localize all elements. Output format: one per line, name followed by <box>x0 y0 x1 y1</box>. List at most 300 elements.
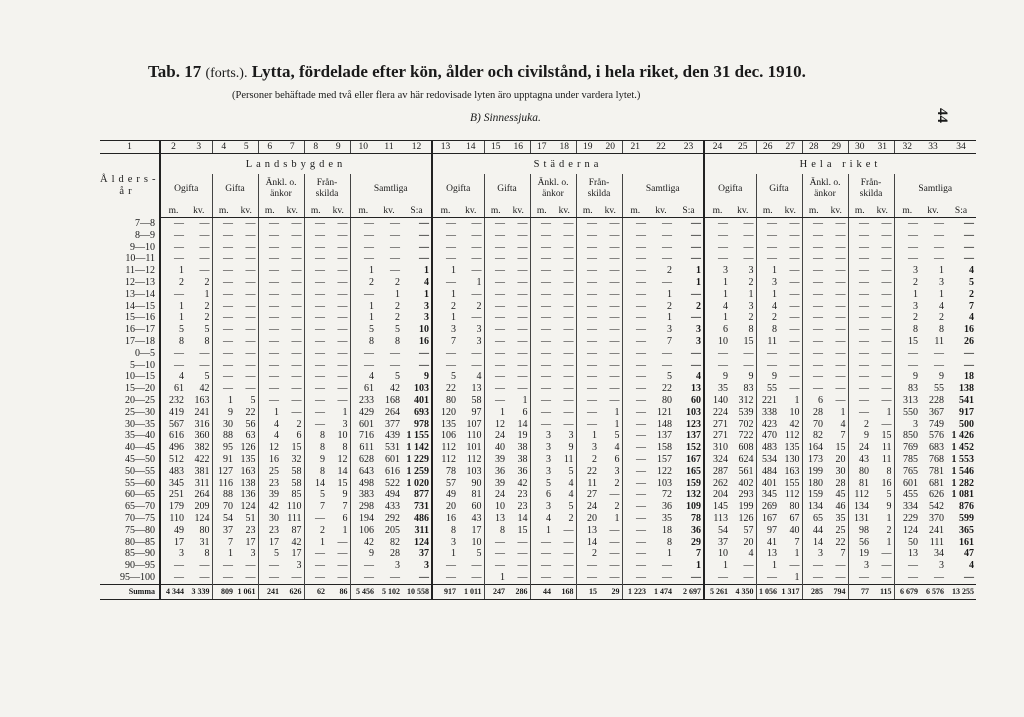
table-cell: 8 <box>395 335 400 347</box>
table-cell: 345 <box>160 478 186 490</box>
table-cell: 2 <box>395 312 400 324</box>
table-cell: — <box>517 300 528 312</box>
table-cell: 39 <box>484 454 507 466</box>
age-group: 70—75 <box>125 512 155 524</box>
table-cell: 8 <box>350 336 376 348</box>
table-cell: 262 <box>704 478 730 490</box>
table-cell: 20 <box>743 536 754 548</box>
table-cell: 1 <box>160 301 186 313</box>
table-cell: — <box>530 289 553 301</box>
table-cell: 608 <box>738 442 754 454</box>
table-cell: — <box>484 371 507 383</box>
table-cell: 5 <box>568 501 574 513</box>
table-cell: 20 <box>835 453 846 465</box>
table-cell: — <box>390 359 400 371</box>
table-cell: 14 <box>337 465 348 477</box>
table-cell: — <box>432 230 458 242</box>
table-number: Tab. 17 <box>148 62 202 81</box>
table-cell: — <box>881 418 892 430</box>
table-cell: — <box>484 230 507 242</box>
table-cell: — <box>609 359 620 371</box>
table-cell: 111 <box>929 536 944 548</box>
table-row <box>100 466 976 478</box>
table-cell: 2 <box>204 300 210 312</box>
total-cell: 4 344 <box>160 584 186 599</box>
table-cell: — <box>964 359 974 371</box>
table-cell: 876 <box>959 501 974 513</box>
table-cell: — <box>212 218 235 230</box>
table-cell: 1 <box>350 312 376 324</box>
table-cell: 9 <box>748 371 754 383</box>
table-cell: — <box>563 548 574 560</box>
sex-label: m. <box>160 204 186 218</box>
table-cell: — <box>789 347 800 359</box>
table-cell: 18 <box>964 371 974 383</box>
column-number: 24 <box>704 141 730 154</box>
table-cell: 3 <box>704 265 730 277</box>
table-cell: — <box>848 395 871 407</box>
table-cell: — <box>291 276 302 288</box>
table-cell: — <box>609 536 620 548</box>
total-cell: 86 <box>327 584 350 599</box>
table-cell: 43 <box>471 512 482 524</box>
table-cell: — <box>350 218 376 230</box>
sex-label: m. <box>530 204 553 218</box>
column-number: 27 <box>779 141 802 154</box>
table-cell: 23 <box>517 501 528 513</box>
table-cell: 1 <box>794 571 800 583</box>
age-group: 11—12 <box>125 265 155 277</box>
table-cell: 2 <box>939 312 944 324</box>
table-cell: — <box>484 336 507 348</box>
table-cell: — <box>622 501 648 513</box>
table-cell: — <box>291 241 302 253</box>
table-row <box>100 395 976 407</box>
table-cell: — <box>530 548 553 560</box>
sex-label: kv. <box>779 204 802 218</box>
age-group: 13—14 <box>125 288 155 300</box>
table-cell: 88 <box>212 430 235 442</box>
table-cell: — <box>291 347 302 359</box>
table-cell: 1 <box>886 512 892 524</box>
table-cell: 401 <box>414 394 429 406</box>
table-cell: — <box>802 560 825 572</box>
table-cell: — <box>530 253 553 265</box>
table-cell: — <box>337 241 348 253</box>
table-cell: — <box>199 229 210 241</box>
table-cell: — <box>530 371 553 383</box>
total-cell: 1 061 <box>235 584 258 599</box>
table-cell: — <box>756 360 779 372</box>
table-cell: — <box>848 289 871 301</box>
table-cell: 35 <box>662 512 672 524</box>
sex-label: kv. <box>186 204 212 218</box>
table-cell: — <box>576 395 599 407</box>
table-cell: — <box>662 241 672 253</box>
table-cell: 47 <box>964 548 974 560</box>
table-cell: — <box>622 525 648 537</box>
table-cell: 16 <box>432 513 458 525</box>
table-cell: 30 <box>835 465 846 477</box>
table-cell: — <box>530 324 553 336</box>
table-cell: 5 <box>476 548 482 560</box>
table-cell: — <box>199 359 210 371</box>
table-cell: 241 <box>194 406 210 418</box>
table-cell: 484 <box>756 466 779 478</box>
table-cell: 233 <box>350 395 376 407</box>
table-cell: — <box>609 276 620 288</box>
table-cell: — <box>622 395 648 407</box>
table-cell: 124 <box>894 525 920 537</box>
civil-status-header: Änkl. o. änkor <box>258 174 304 204</box>
table-cell: 2 <box>576 548 599 560</box>
table-cell: 194 <box>350 513 376 525</box>
table-cell: — <box>258 572 281 584</box>
table-cell: — <box>881 229 892 241</box>
total-cell: 10 558 <box>402 584 432 599</box>
table-cell: — <box>802 265 825 277</box>
table-cell: 3 <box>432 324 458 336</box>
table-cell: — <box>835 571 846 583</box>
table-cell: — <box>704 230 730 242</box>
table-cell: 6 <box>530 489 553 501</box>
table-cell: 70 <box>802 419 825 431</box>
table-cell: 422 <box>194 453 210 465</box>
table-cell: 1 <box>704 289 730 301</box>
table-cell: 17 <box>160 537 186 549</box>
table-cell: 37 <box>704 537 730 549</box>
table-cell: 269 <box>756 501 779 513</box>
table-cell: 137 <box>657 430 672 442</box>
table-cell: 3 <box>476 335 482 347</box>
table-cell: — <box>576 407 599 419</box>
table-cell: — <box>432 348 458 360</box>
table-cell: — <box>662 253 672 265</box>
column-number: 8 <box>304 141 327 154</box>
table-cell: — <box>304 218 327 230</box>
table-cell: 42 <box>350 537 376 549</box>
age-group: 60—65 <box>125 489 155 501</box>
table-cell: 1 <box>886 406 892 418</box>
table-cell: 8 <box>342 442 348 454</box>
table-cell: 15 <box>881 430 892 442</box>
sex-label: kv. <box>648 204 674 218</box>
table-cell: — <box>212 301 235 313</box>
table-cell: — <box>245 300 256 312</box>
table-cell: — <box>881 324 892 336</box>
table-row <box>100 324 976 336</box>
table-cell: 8 <box>756 324 779 336</box>
table-row <box>100 442 976 454</box>
table-cell: — <box>881 359 892 371</box>
sex-label: kv. <box>825 204 848 218</box>
table-cell: 785 <box>894 454 920 466</box>
table-cell: 22 <box>662 383 672 395</box>
table-cell: — <box>704 218 730 230</box>
table-cell: — <box>622 454 648 466</box>
table-cell: — <box>576 253 599 265</box>
table-cell: 18 <box>662 524 672 536</box>
table-cell: 3 <box>160 548 186 560</box>
table-cell: 4 <box>756 301 779 313</box>
table-cell: — <box>609 335 620 347</box>
table-cell: 135 <box>784 442 800 454</box>
civil-status-header: Gifta <box>484 174 530 204</box>
table-cell: — <box>419 229 429 241</box>
table-cell: 781 <box>929 465 944 477</box>
table-cell: 30 <box>258 513 281 525</box>
table-cell: 1 <box>667 288 672 300</box>
table-cell: 9 <box>424 371 429 383</box>
table-cell: — <box>881 265 892 277</box>
table-cell: — <box>258 277 281 289</box>
table-cell: 224 <box>704 407 730 419</box>
table-cell: — <box>756 348 779 360</box>
table-cell: 1 142 <box>406 442 429 454</box>
table-cell: 681 <box>929 477 944 489</box>
table-cell: — <box>484 218 507 230</box>
sex-label: S:a <box>674 204 704 218</box>
table-cell: — <box>212 572 235 584</box>
table-cell: 87 <box>291 524 302 536</box>
table-cell: — <box>704 360 730 372</box>
group-header: Hela riket <box>704 154 976 175</box>
table-cell: 1 <box>350 265 376 277</box>
table-cell: 13 <box>691 383 701 395</box>
table-cell: 37 <box>212 525 235 537</box>
table-cell: 10 <box>484 501 507 513</box>
table-cell: — <box>609 489 620 501</box>
table-cell: 112 <box>432 442 458 454</box>
table-cell: — <box>964 241 974 253</box>
table-cell: 1 <box>432 548 458 560</box>
table-cell: 4 <box>969 560 974 572</box>
table-cell: 67 <box>789 512 800 524</box>
table-cell: 1 <box>704 560 730 572</box>
table-cell: — <box>291 406 302 418</box>
table-cell: 2 <box>476 300 482 312</box>
age-group: 12—13 <box>125 276 155 288</box>
table-row <box>100 525 976 537</box>
table-cell: 4 <box>530 513 553 525</box>
table-cell: — <box>894 218 920 230</box>
table-cell: 3 <box>476 324 482 336</box>
table-cell: 24 <box>848 442 871 454</box>
table-cell: 28 <box>835 477 846 489</box>
table-cell: 702 <box>738 418 754 430</box>
table-cell: 199 <box>802 466 825 478</box>
table-cell: 9 <box>756 371 779 383</box>
table-cell: — <box>622 430 648 442</box>
age-group: 95—100 <box>120 571 155 583</box>
table-cell: 136 <box>240 489 256 501</box>
civil-status-header: Ogifta <box>432 174 484 204</box>
table-cell: 1 <box>212 548 235 560</box>
civil-status-header: Från- skilda <box>576 174 622 204</box>
civil-status-header: Ogifta <box>704 174 756 204</box>
table-cell: 423 <box>756 419 779 431</box>
table-cell: 107 <box>466 418 482 430</box>
table-cell: — <box>419 571 429 583</box>
table-cell: — <box>484 395 507 407</box>
table-cell: 3 <box>296 560 302 572</box>
table-cell: 112 <box>848 489 871 501</box>
age-group: 80—85 <box>125 536 155 548</box>
table-cell: — <box>517 571 528 583</box>
table-cell: — <box>756 253 779 265</box>
total-label: Summa <box>100 584 160 599</box>
table-cell: — <box>563 560 574 572</box>
table-cell: — <box>304 407 327 419</box>
table-cell: — <box>576 572 599 584</box>
table-cell: — <box>691 253 701 265</box>
table-cell: 22 <box>245 406 256 418</box>
table-cell: 731 <box>414 501 429 513</box>
table-cell: 3 <box>568 430 574 442</box>
table-cell: — <box>517 560 528 572</box>
table-cell: 1 <box>476 276 482 288</box>
table-cell: — <box>934 571 944 583</box>
table-cell: — <box>563 241 574 253</box>
column-number: 2 <box>160 141 186 154</box>
table-cell: — <box>484 312 507 324</box>
table-row <box>100 513 976 525</box>
table-cell: — <box>622 312 648 324</box>
table-cell: 124 <box>240 501 256 513</box>
table-cell: — <box>563 524 574 536</box>
age-group: 17—18 <box>125 335 155 347</box>
table-cell: 112 <box>784 430 800 442</box>
table-cell: — <box>848 277 871 289</box>
table-cell: 38 <box>517 442 528 454</box>
table-cell: — <box>563 347 574 359</box>
group-header: Landsbygden <box>160 154 432 175</box>
table-cell: — <box>212 383 235 395</box>
table-cell: 917 <box>959 406 974 418</box>
table-cell: 111 <box>287 512 302 524</box>
table-cell: 455 <box>894 489 920 501</box>
table-cell: 95 <box>212 442 235 454</box>
table-cell: 683 <box>929 442 944 454</box>
table-cell: — <box>934 229 944 241</box>
table-cell: — <box>291 394 302 406</box>
table-cell: — <box>517 265 528 277</box>
table-cell: 1 <box>756 560 779 572</box>
table-cell: — <box>530 383 553 395</box>
total-cell: 6 576 <box>920 584 946 599</box>
table-cell: 6 <box>522 406 528 418</box>
table-note: (Personer behäftade med två eller flera av här redovisade lyten äro upptagna under vardera lytet.) <box>232 90 641 101</box>
table-cell: 13 <box>894 548 920 560</box>
table-row <box>100 230 976 242</box>
table-cell: 13 <box>756 548 779 560</box>
table-cell: 2 <box>748 276 754 288</box>
table-cell: 163 <box>240 465 256 477</box>
table-cell: — <box>258 218 281 230</box>
table-cell: — <box>576 560 599 572</box>
total-cell: 6 679 <box>894 584 920 599</box>
table-cell: — <box>291 229 302 241</box>
table-cell: 3 <box>424 300 429 312</box>
table-cell: — <box>964 571 974 583</box>
table-cell: — <box>471 241 482 253</box>
age-group: 25—30 <box>125 406 155 418</box>
table-cell: 312 <box>738 394 754 406</box>
table-cell: 1 <box>424 265 429 277</box>
table-cell: 4 <box>614 442 620 454</box>
table-cell: 1 <box>160 312 186 324</box>
table-cell: — <box>530 407 553 419</box>
table-cell: 4 <box>568 477 574 489</box>
table-cell: 1 <box>484 407 507 419</box>
sex-label: kv. <box>871 204 894 218</box>
table-cell: — <box>530 360 553 372</box>
table-cell: — <box>835 359 846 371</box>
table-cell: — <box>576 230 599 242</box>
table-cell: — <box>609 394 620 406</box>
table-cell: 599 <box>959 512 974 524</box>
table-row <box>100 360 976 372</box>
table-cell: 4 <box>696 371 701 383</box>
table-cell: 10 <box>704 336 730 348</box>
table-cell: — <box>563 265 574 277</box>
table-cell: — <box>622 277 648 289</box>
column-number: 7 <box>281 141 304 154</box>
table-cell: 419 <box>160 407 186 419</box>
table-cell: 1 452 <box>951 442 974 454</box>
table-cell: 345 <box>756 489 779 501</box>
total-cell: 62 <box>304 584 327 599</box>
table-cell: — <box>304 371 327 383</box>
table-cell: 8 <box>304 430 327 442</box>
table-cell: — <box>530 242 553 254</box>
table-cell: — <box>848 312 871 324</box>
table-cell: — <box>304 419 327 431</box>
age-group: 8—9 <box>135 229 155 241</box>
table-cell: — <box>337 394 348 406</box>
table-cell: 164 <box>802 442 825 454</box>
table-cell: — <box>576 419 599 431</box>
table-cell: — <box>484 242 507 254</box>
table-cell: — <box>160 253 186 265</box>
table-cell: — <box>160 572 186 584</box>
table-cell: 2 <box>894 277 920 289</box>
table-cell: 8 <box>748 324 754 336</box>
table-cell: — <box>848 242 871 254</box>
sex-label: m. <box>894 204 920 218</box>
table-cell: 103 <box>657 477 672 489</box>
table-cell: 264 <box>385 406 400 418</box>
table-cell: 8 <box>939 324 944 336</box>
table-cell: 126 <box>738 512 754 524</box>
table-cell: — <box>622 442 648 454</box>
table-cell: 15 <box>894 336 920 348</box>
table-cell: — <box>337 571 348 583</box>
table-cell: — <box>563 406 574 418</box>
table-cell: 5 <box>886 489 892 501</box>
table-cell: — <box>622 513 648 525</box>
table-cell: 3 <box>395 560 400 572</box>
table-cell: — <box>517 312 528 324</box>
table-cell: — <box>802 371 825 383</box>
table-cell: — <box>350 560 376 572</box>
table-cell: 383 <box>350 489 376 501</box>
age-group: 55—60 <box>125 477 155 489</box>
table-cell: 131 <box>848 513 871 525</box>
table-row <box>100 371 976 383</box>
civil-status-header: Gifta <box>212 174 258 204</box>
table-cell: 293 <box>738 489 754 501</box>
